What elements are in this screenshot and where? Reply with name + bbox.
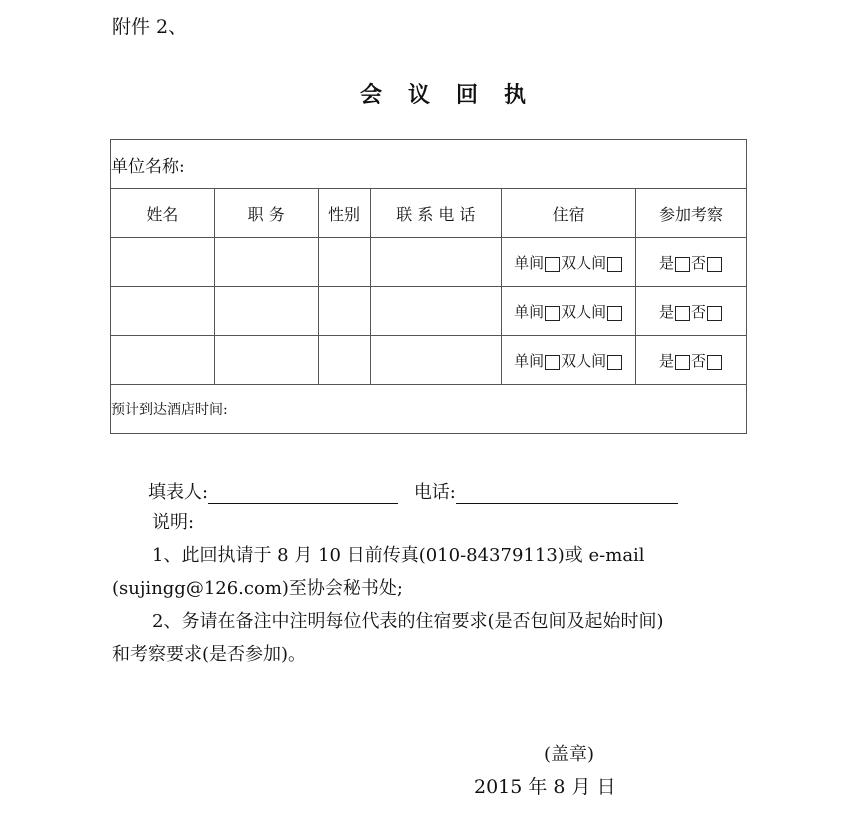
position-cell[interactable] [214,287,318,336]
header-gender: 性别 [318,189,370,238]
name-cell[interactable] [111,287,215,336]
gender-cell[interactable] [318,287,370,336]
inspection-cell [636,238,747,287]
attachment-label: 附件 2、 [112,16,188,38]
phone-cell[interactable] [370,336,502,385]
double-room-label: 双人间 [561,253,607,272]
table-header-row [111,189,747,238]
phone-input-line[interactable] [456,485,678,504]
notes-heading: 说明: [152,512,195,533]
header-lodging: 住宿 [502,189,636,238]
stamp-label: (盖章) [544,744,595,765]
yes-checkbox[interactable] [675,257,690,272]
yes-checkbox[interactable] [675,355,690,370]
single-room-label: 单间 [514,351,545,370]
note-1-line-2: (sujingg@126.com)至协会秘书处; [112,578,403,599]
single-room-label: 单间 [514,302,545,321]
gender-cell[interactable] [318,238,370,287]
page-title [360,78,526,109]
double-room-label: 双人间 [561,302,607,321]
name-cell[interactable] [111,336,215,385]
table-row [111,336,747,385]
title-char: 议 [408,83,431,108]
date-line: 2015 年 8 月 日 [474,776,616,798]
title-char: 会 [360,83,383,108]
single-room-checkbox[interactable] [545,306,560,321]
single-room-label: 单间 [514,253,545,272]
lodging-cell [502,336,636,385]
no-checkbox[interactable] [707,306,722,321]
header-position: 职 务 [214,189,318,238]
header-name: 姓名 [111,189,215,238]
phone-cell[interactable] [370,238,502,287]
header-phone: 联 系 电 话 [370,189,502,238]
double-room-checkbox[interactable] [607,257,622,272]
no-label: 否 [691,351,707,370]
no-label: 否 [691,253,707,272]
lodging-cell [502,238,636,287]
yes-label: 是 [659,253,675,272]
position-cell[interactable] [214,336,318,385]
double-room-checkbox[interactable] [607,306,622,321]
table-row [111,287,747,336]
note-2-line-2: 和考察要求(是否参加)。 [112,644,307,665]
gender-cell[interactable] [318,336,370,385]
no-label: 否 [691,302,707,321]
title-char: 执 [504,83,527,108]
no-checkbox[interactable] [707,355,722,370]
position-cell[interactable] [214,238,318,287]
yes-label: 是 [659,302,675,321]
filler-input-line[interactable] [208,485,398,504]
no-checkbox[interactable] [707,257,722,272]
note-1-line-1: 1、此回执请于 8 月 10 日前传真(010-84379113)或 e-mail [152,545,645,566]
name-cell[interactable] [111,238,215,287]
inspection-cell [636,336,747,385]
title-char: 回 [456,83,479,108]
notes-section [112,506,742,671]
yes-checkbox[interactable] [675,306,690,321]
arrival-time-field[interactable]: 预计到达酒店时间: [111,385,747,434]
inspection-cell [636,287,747,336]
note-2-line-1: 2、务请在备注中注明每位代表的住宿要求(是否包间及起始时间) [152,611,664,632]
single-room-checkbox[interactable] [545,355,560,370]
unit-name-field[interactable]: 单位名称: [111,140,747,189]
header-inspection: 参加考察 [636,189,747,238]
lodging-cell [502,287,636,336]
phone-label: 电话: [413,482,456,503]
table-row [111,238,747,287]
receipt-form-table [110,139,747,434]
double-room-label: 双人间 [561,351,607,370]
yes-label: 是 [659,351,675,370]
phone-cell[interactable] [370,287,502,336]
double-room-checkbox[interactable] [607,355,622,370]
filler-row [148,478,678,504]
single-room-checkbox[interactable] [545,257,560,272]
filler-label: 填表人: [148,482,209,503]
